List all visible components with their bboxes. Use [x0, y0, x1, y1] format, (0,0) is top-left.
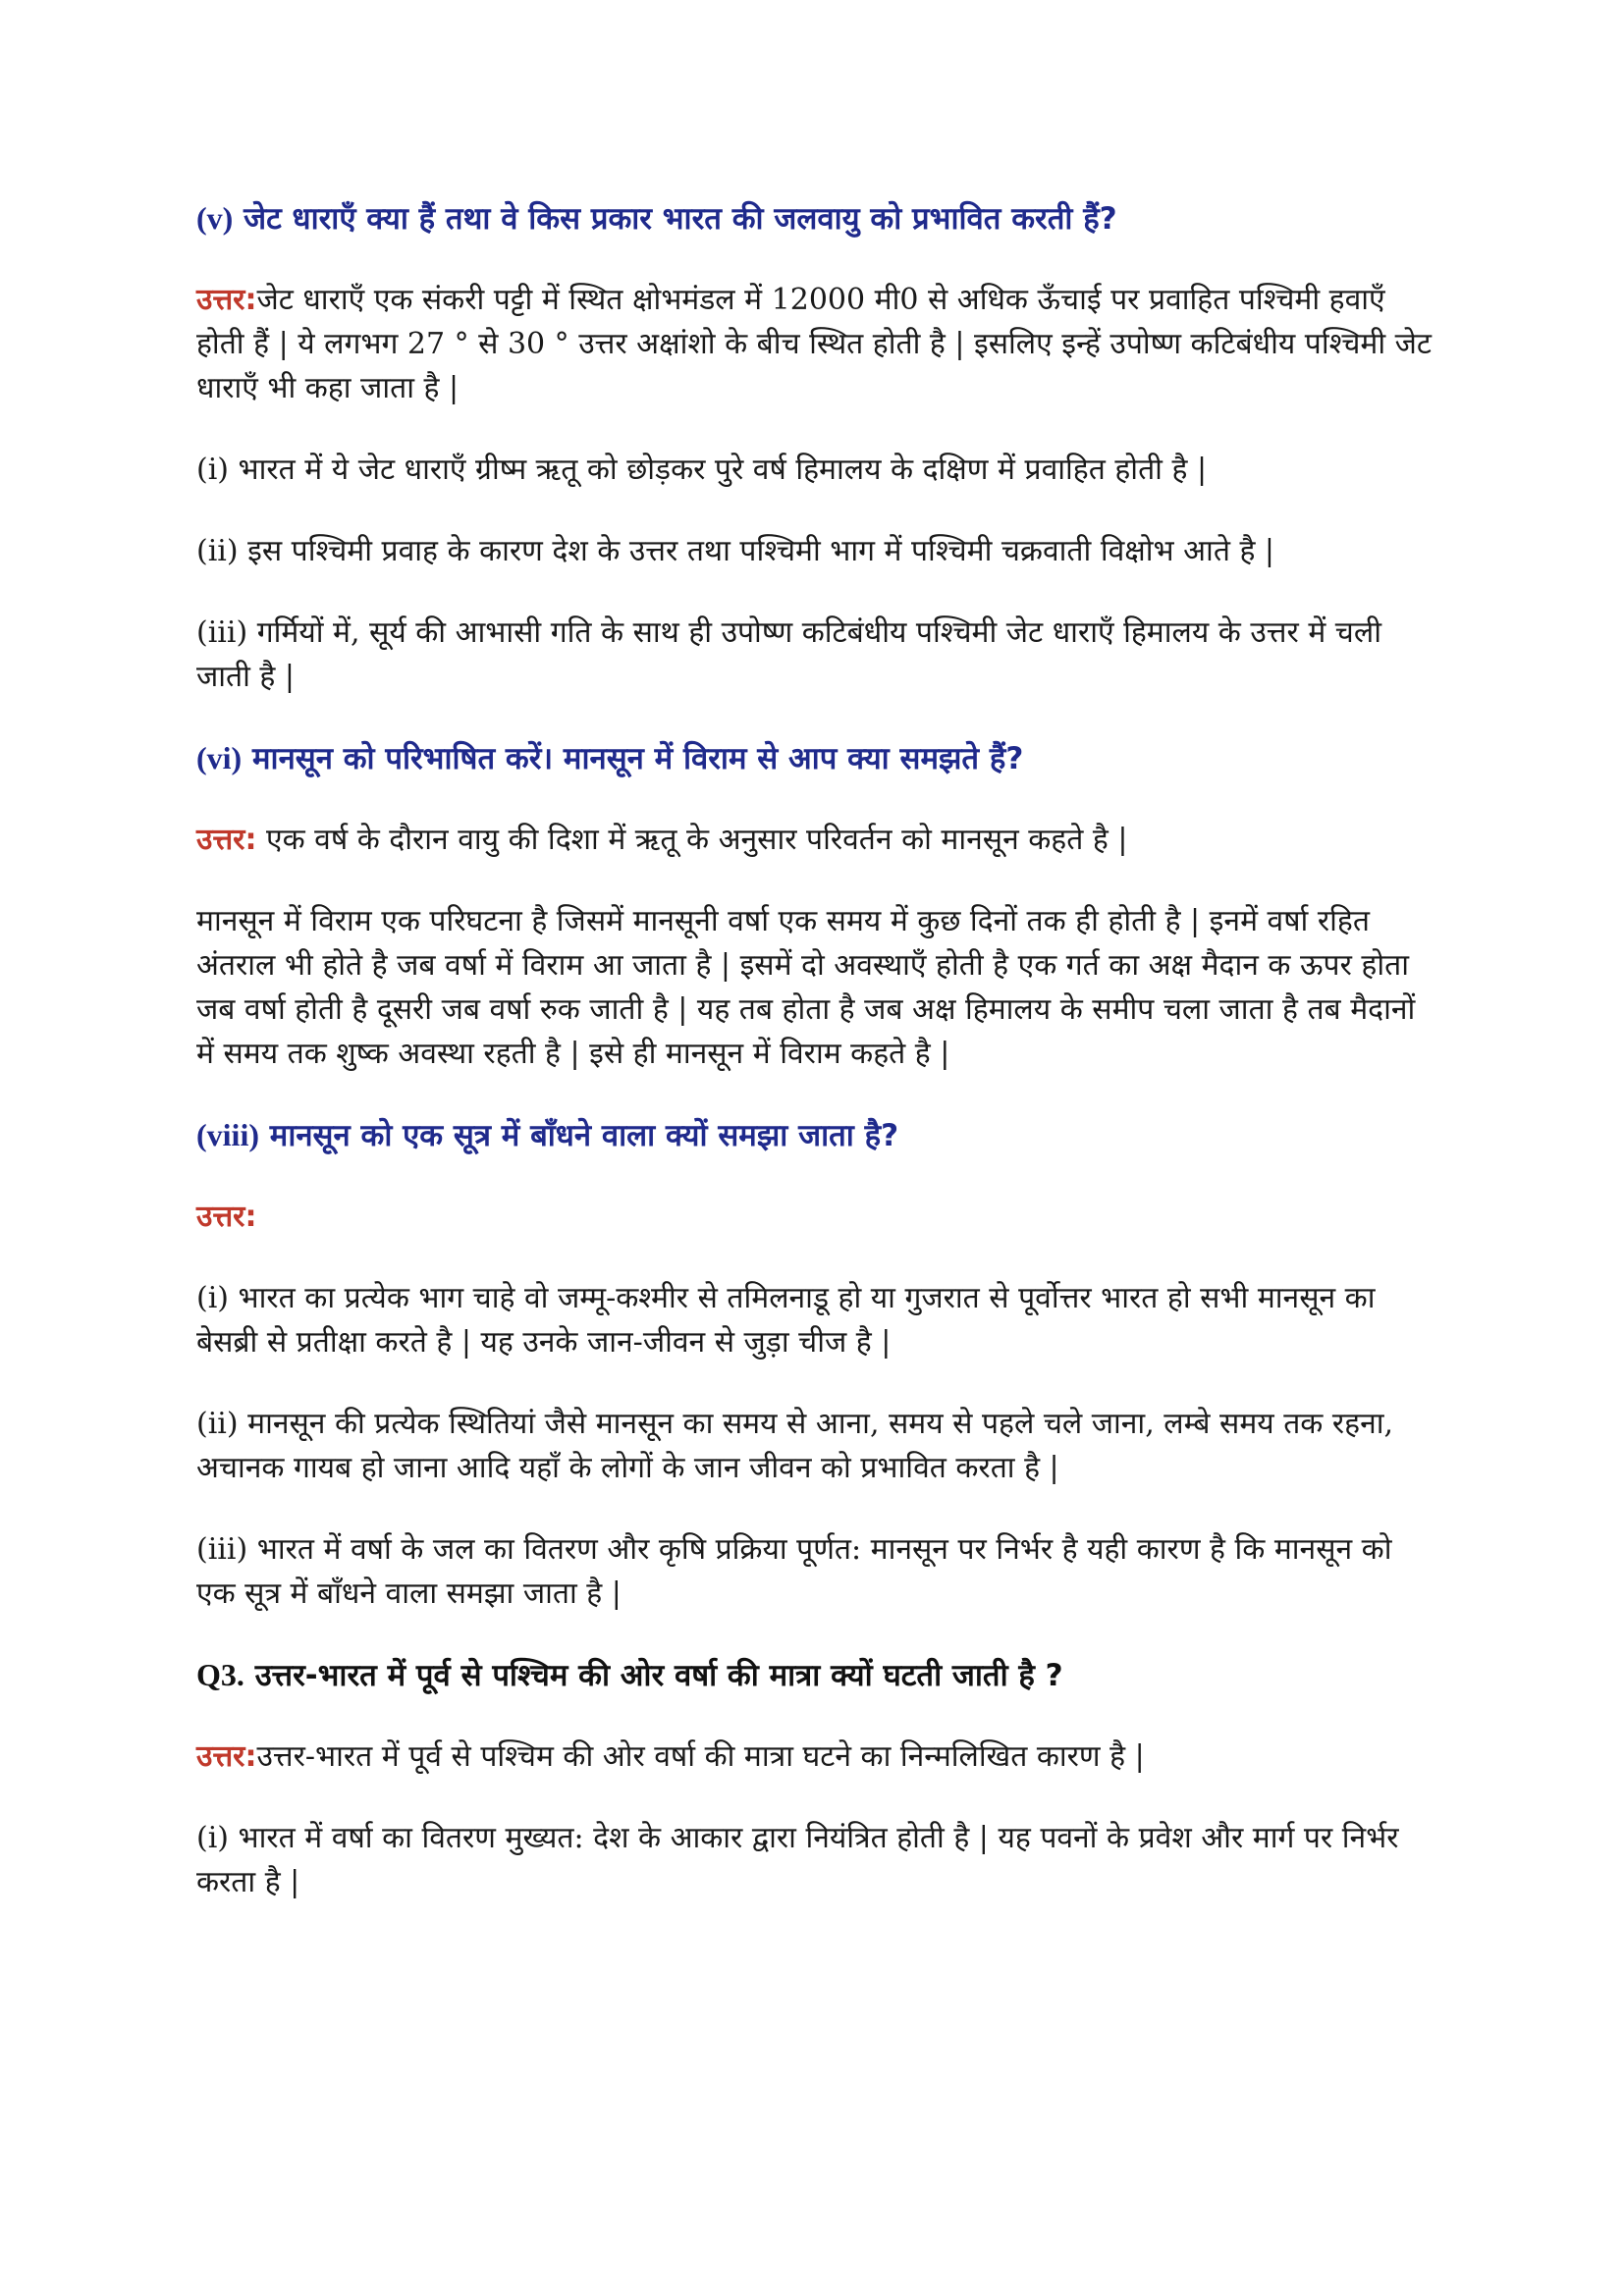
- answer-point: (iii) भारत में वर्षा के जल का वितरण और कृषि प्रक्रिया पूर्णत: मानसून पर निर्भर है यही कारण है कि मानसून को एक सूत्र में बाँधने वाला समझा जाता है |: [196, 1532, 1392, 1611]
- answer-point: (i) भारत में ये जेट धाराएँ ग्रीष्म ऋतू को छोड़कर पुरे वर्ष हिमालय के दक्षिण में प्रवाहित होती है |: [196, 453, 1208, 487]
- answer-label: उत्तर:: [196, 1739, 257, 1774]
- answer-paragraph: मानसून में विराम एक परिघटना है जिसमें मानसूनी वर्षा एक समय में कुछ दिनों तक ही होती है | इनमें वर्षा रहित अंतराल भी होते है जब वर्षा में विराम आ जाता है | इसमें दो अवस्थाएँ होती है एक गर्त का अक्ष मैदान क ऊपर होता जब वर्षा होती है दूसरी जब वर्षा रुक जाती है | यह तब होता है जब अक्ष हिमालय के समीप चला जाता है तब मैदानों में समय तक शुष्क अवस्था रहती है | इसे ही मानसून में विराम कहते है |: [196, 904, 1416, 1071]
- answer-label: उत्तर:: [196, 1200, 257, 1234]
- question-text: जेट धाराएँ क्या हैं तथा वे किस प्रकार भारत की जलवायु को प्रभावित करती हैं?: [243, 201, 1117, 237]
- answer-label: उत्तर:: [196, 283, 257, 317]
- answer-label: उत्तर:: [196, 823, 257, 857]
- question-number: (viii): [196, 1117, 259, 1152]
- question-text: मानसून को परिभाषित करें। मानसून में विराम से आप क्या समझते हैं?: [252, 741, 1024, 776]
- answer-paragraph: [196, 1195, 1434, 1239]
- answer-point: (iii) गर्मियों में, सूर्य की आभासी गति के साथ ही उपोष्ण कटिबंधीय पश्चिमी जेट धाराएँ हिमालय के उत्तर में चली जाती है |: [196, 615, 1381, 694]
- answer-point: (i) भारत में वर्षा का वितरण मुख्यत: देश के आकार द्वारा नियंत्रित होती है | यह पवनों के प्रवेश और मार्ग पर निर्भर करता है |: [196, 1821, 1399, 1899]
- question-text: मानसून को एक सूत्र में बाँधने वाला क्यों समझा जाता है?: [269, 1118, 899, 1153]
- answer-point: (ii) मानसून की प्रत्येक स्थितियां जैसे मानसून का समय से आना, समय से पहले चले जाना, लम्बे समय तक रहना, अचानक गायब हो जाना आदि यहाँ के लोगों के जान जीवन को प्रभावित करता है |: [196, 1407, 1394, 1485]
- question-viii-heading: [196, 1113, 1434, 1157]
- answer-point: (ii) इस पश्चिमी प्रवाह के कारण देश के उत्तर तथा पश्चिमी भाग में पश्चिमी चक्रवाती विक्षोभ आते है |: [196, 534, 1275, 568]
- question-number: Q3.: [196, 1657, 244, 1692]
- question-q3-heading: [196, 1653, 1434, 1697]
- answer-text: जेट धाराएँ एक संकरी पट्टी में स्थित क्षोभमंडल में 12000 मी0 से अधिक ऊँचाई पर प्रवाहित पश्चिमी हवाएँ होती हैं | ये लगभग 27 ° से 30 ° उत्तर अक्षांशो के बीच स्थित होती है | इसलिए इन्हें उपोष्ण कटिबंधीय पश्चिमी जेट धाराएँ भी कहा जाता है |: [196, 283, 1433, 405]
- question-text: उत्तर-भारत में पूर्व से पश्चिम की ओर वर्षा की मात्रा क्यों घटती जाती है ?: [254, 1658, 1063, 1693]
- question-v-heading: [196, 196, 1434, 240]
- document-page: [196, 196, 1434, 1942]
- question-number: (vi): [196, 740, 243, 775]
- question-vi-heading: [196, 736, 1434, 780]
- answer-paragraph: [196, 818, 1434, 862]
- answer-point: (i) भारत का प्रत्येक भाग चाहे वो जम्मू-कश्मीर से तमिलनाडू हो या गुजरात से पूर्वोत्तर भारत हो सभी मानसून का बेसब्री से प्रतीक्षा करते है | यह उनके जान-जीवन से जुड़ा चीज है |: [196, 1281, 1376, 1360]
- answer-text: एक वर्ष के दौरान वायु की दिशा में ऋतू के अनुसार परिवर्तन को मानसून कहते है |: [256, 823, 1128, 857]
- question-number: (v): [196, 200, 234, 236]
- answer-text: उत्तर-भारत में पूर्व से पश्चिम की ओर वर्षा की मात्रा घटने का निन्मलिखित कारण है |: [256, 1739, 1145, 1774]
- answer-paragraph: [196, 278, 1434, 410]
- answer-paragraph: [196, 1735, 1434, 1779]
